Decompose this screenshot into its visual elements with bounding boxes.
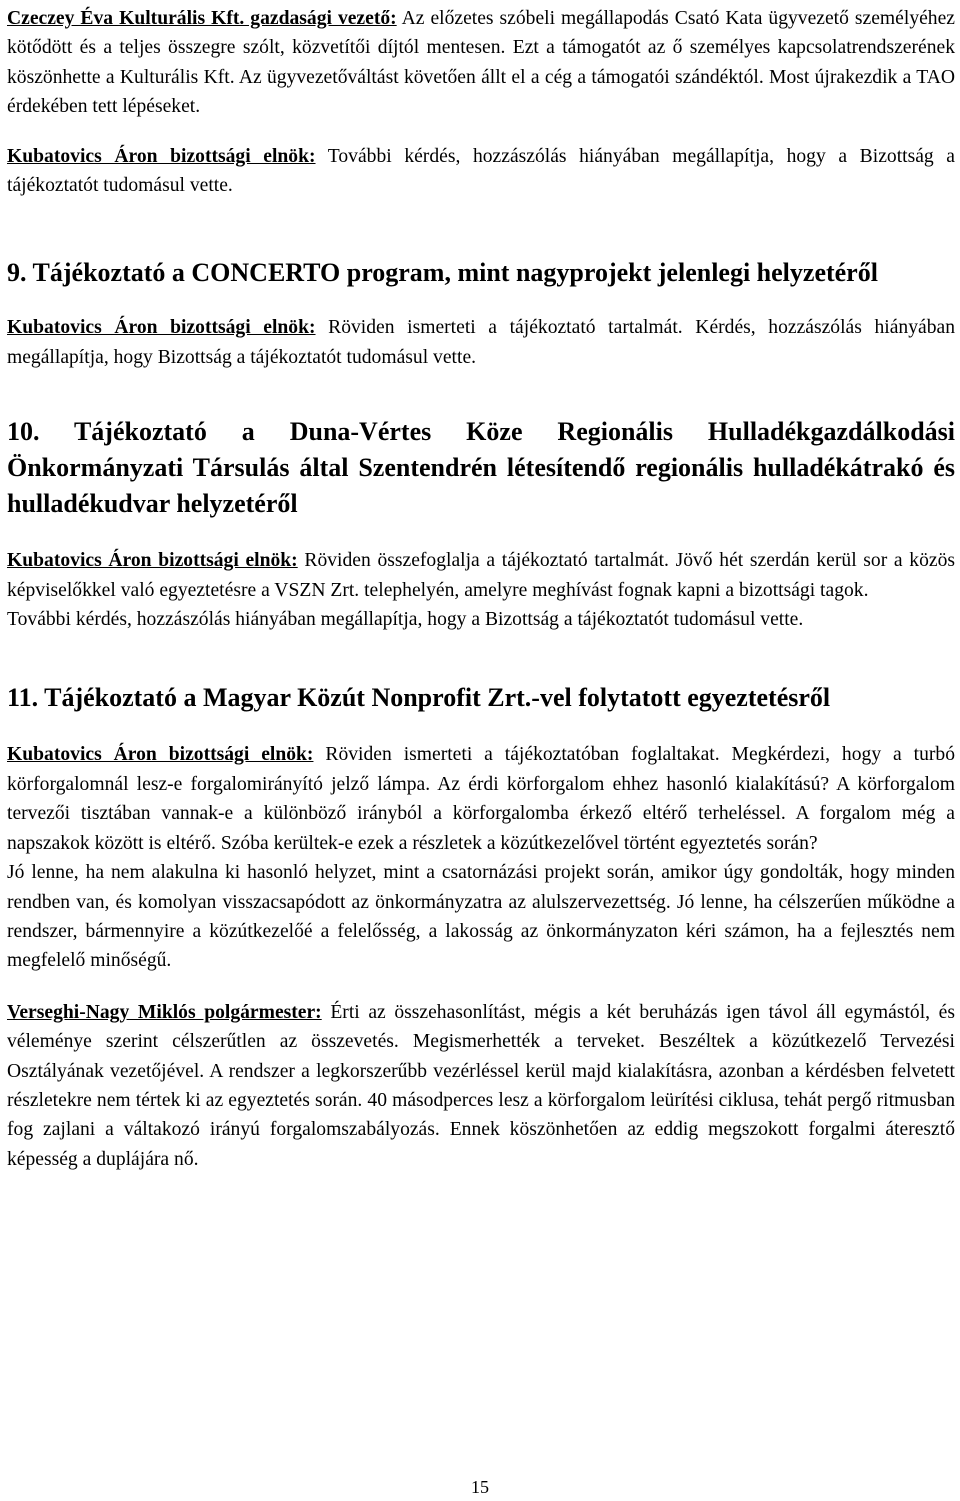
speaker-label: Kubatovics Áron bizottsági elnök:	[7, 744, 314, 766]
paragraph-verseghi	[7, 998, 955, 1174]
paragraph-text: További kérdés, hozzászólás hiányában megállapítja, hogy a Bizottság a tájékoztatót tudomásul vette.	[7, 145, 955, 197]
paragraph-continuation: Jó lenne, ha nem alakulna ki hasonló helyzet, mint a csatornázási projekt során, amikor úgy gondolták, hogy minden rendben van, és komolyan visszacsapódott az önkormányzatra az alulszervezettség. Jó lenne, ha célszerűen működne a rendszer, bármennyire a közútkezelőé a felelősség, a lakosság az önkormányzaton kéri számon, ha a fejlesztés nem megfelelő minőségű.	[7, 862, 955, 972]
section-heading-9: 9. Tájékoztató a CONCERTO program, mint nagyprojekt jelenlegi helyzetéről	[7, 258, 878, 288]
paragraph-further-question: További kérdés, hozzászólás hiányában megállapítja, hogy a Bizottság a tájékoztatót tudomásul vette.	[7, 609, 804, 631]
paragraph-kubatovics-2	[7, 313, 955, 372]
speaker-label: Kubatovics Áron bizottsági elnök:	[7, 550, 298, 572]
paragraph-text: Röviden összefoglalja a tájékoztató tartalmát. Jövő hét szerdán kerül sor a közös képviselőkkel való egyeztetésre a VSZN Zrt. telephelyén, amelyre meghívást fognak kapni a bizottsági tagok.	[7, 550, 955, 601]
section-heading-11: 11. Tájékoztató a Magyar Közút Nonprofit Zrt.-vel folytatott egyeztetésről	[7, 683, 831, 713]
page-number: 15	[471, 1477, 489, 1497]
paragraph-kubatovics-1	[7, 142, 955, 201]
paragraph-text: Érti az összehasonlítást, mégis a két beruházás igen távol áll egymástól, és véleménye szerint célszerűtlen az összevetés. Megismerhették a terveket. Beszéltek a közútkezelő Tervezési Osztályának vezetőjével. A rendszer a legkorszerűbb vezérléssel kerül majd kialakításra, azonban a kérdésben felvetett részletekre nem tértek ki az egyeztetés során. 40 másodperces lesz a körforgalom leürítési ciklusa, tehát pergő ritmusban fog zajlani a váltakozó irányú forgalomszabályozás. Ennek köszönhetően az eddig megszokott forgalmi áteresztő képesség a duplájára nő.	[7, 1001, 955, 1170]
speaker-label: Czeczey Éva Kulturális Kft. gazdasági vezető:	[7, 8, 397, 29]
speaker-label: Kubatovics Áron bizottsági elnök:	[7, 145, 316, 167]
paragraph-kubatovics-3	[7, 546, 955, 605]
section-heading-10: 10. Tájékoztató a Duna-Vértes Köze Regionális Hulladékgazdálkodási Önkormányzati Társulás által Szentendrén létesítendő regionális hulladékátrakó és hulladékudvar helyzetéről	[7, 417, 955, 519]
paragraph-text: Röviden ismerteti a tájékoztató tartalmát. Kérdés, hozzászólás hiányában megállapítja, hogy Bizottság a tájékoztatót tudomásul vette.	[7, 317, 955, 368]
paragraph-text: Röviden ismerteti a tájékoztatóban foglaltakat. Megkérdezi, hogy a turbó körforgalomnál lesz-e forgalomirányító jelző lámpa. Az érdi körforgalom ehhez hasonló kialakítású? A körforgalom tervezői tisztában vannak-e a különböző irányból a körforgalomba érkező eltérő terheléssel. A forgalom még a napszakok között is eltérő. Szóba kerültek-e ezek a részletek a közútkezelővel történt egyeztetés során?	[7, 744, 956, 854]
paragraph-czeczey	[7, 4, 955, 122]
speaker-label: Verseghi-Nagy Miklós polgármester:	[7, 1001, 322, 1023]
document-page	[7, 4, 955, 1174]
paragraph-kubatovics-4	[7, 740, 955, 858]
paragraph-text: Az előzetes szóbeli megállapodás Csató Kata ügyvezető személyéhez kötődött és a teljes összegre szólt, közvetítői díjtól mentesen. Ezt a támogatót az ő személyes kapcsolatrendszerének köszönhette a Kulturális Kft. Az ügyvezetőváltást követően állt el a cég a támogatói szándéktól. Most újrakezdik a TAO érdekében tett lépéseket.	[7, 8, 956, 118]
speaker-label: Kubatovics Áron bizottsági elnök:	[7, 317, 316, 339]
